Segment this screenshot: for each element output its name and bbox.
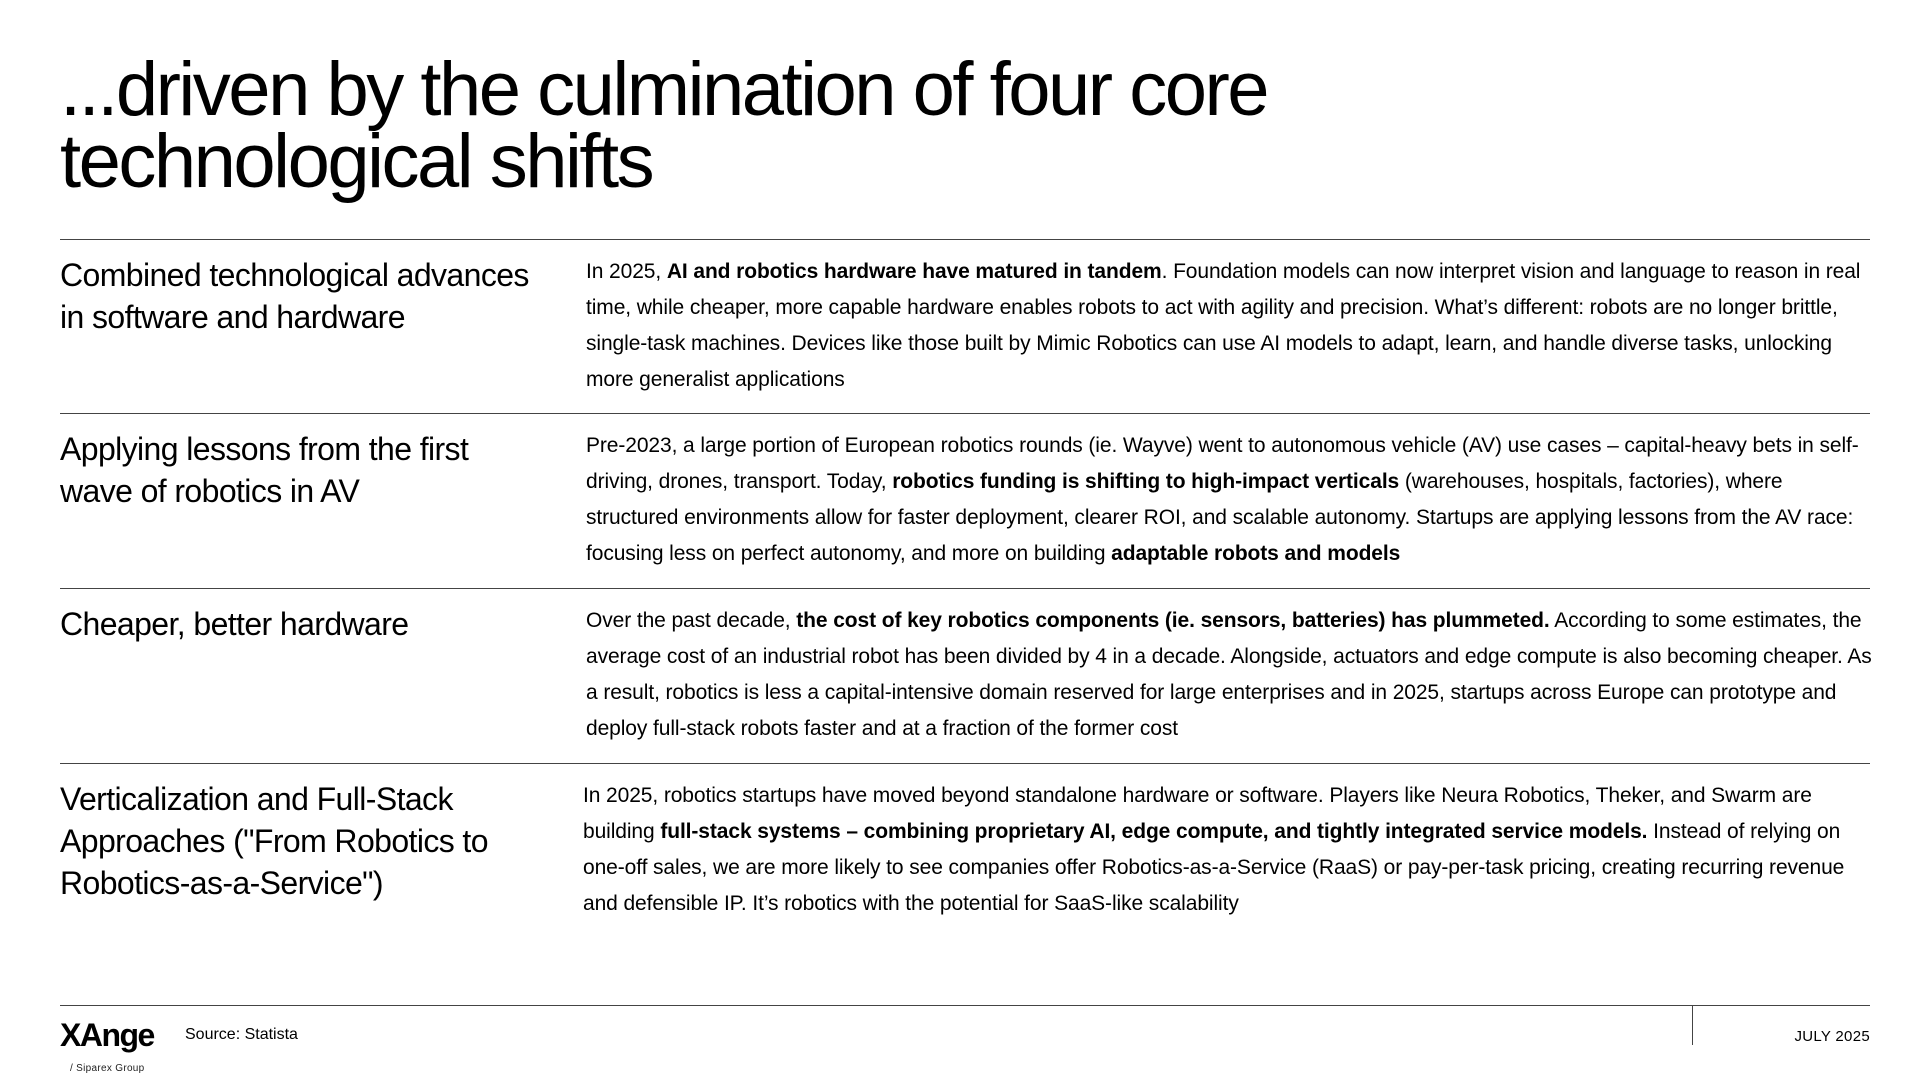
divider-top xyxy=(60,239,1870,240)
shift-heading: Verticalization and Full-Stack Approaches ("From Robotics to Robotics-as-a-Service") xyxy=(60,781,488,901)
logo-subtext: / Siparex Group xyxy=(70,1063,145,1074)
text-run: Instead of relying on one-off sales, we are more likely to see companies offer Robotics-as-a-Service (RaaS) or pay-per-task pricing, creating recurring revenue and defensible IP. It’s robotics with the potential for SaaS-like scalability xyxy=(583,820,1845,915)
footer xyxy=(0,1005,1920,1080)
text-run-bold: robotics funding is shifting to high-impact verticals xyxy=(892,470,1400,493)
shift-heading: Applying lessons from the first wave of robotics in AV xyxy=(60,431,469,509)
shift-description xyxy=(583,778,1873,922)
logo-wordmark: XAnge xyxy=(60,1017,154,1053)
slide-title xyxy=(60,47,1560,204)
text-run-bold: adaptable robots and models xyxy=(1111,542,1401,565)
text-run: According to some estimates, the average cost of an industrial robot has been divided by 4 in a decade. Alongside, actuators and edge compute is also becoming cheaper. As a result, robotics is less a capital-intensive domain reserved for large enterprises and in 2025, startups across Europe can prototype and deploy full-stack robots faster and at a fraction of the former cost xyxy=(586,609,1872,740)
text-run: Pre-2023, a large portion of European robotics rounds (ie. Wayve) went to autonomous vehicle (AV) use cases – capital-heavy bets in self-driving, drones, transport. Today, xyxy=(586,434,1859,493)
shift-description xyxy=(586,254,1876,398)
text-run: (warehouses, hospitals, factories), where structured environments allow for faster deployment, clearer ROI, and scalable autonomy. Startups are applying lessons from the AV race: focusing less on perfect autonomy, and more on building xyxy=(586,470,1854,565)
text-run-bold: AI and robotics hardware have matured in tandem xyxy=(666,260,1162,283)
text-run: In 2025, robotics startups have moved beyond standalone hardware or software. Players like Neura Robotics, Theker, and Swarm are building xyxy=(583,784,1812,843)
divider xyxy=(60,413,1870,414)
divider xyxy=(60,763,1870,764)
shift-heading: Combined technological advances in software and hardware xyxy=(60,257,529,335)
slide-title-line-1: ...driven by the culmination of four core xyxy=(60,47,1268,132)
text-run: In 2025, xyxy=(586,260,667,283)
slide-title-line-2: technological shifts xyxy=(60,119,653,204)
xange-logo xyxy=(60,1017,170,1077)
text-run: Over the past decade, xyxy=(586,609,797,632)
text-run-bold: full-stack systems – combining proprietary AI, edge compute, and tightly integrated service models. xyxy=(660,820,1648,843)
shift-description xyxy=(586,603,1876,747)
text-run-bold: the cost of key robotics components (ie. sensors, batteries) has plummeted. xyxy=(796,609,1550,632)
report-date: JULY 2025 xyxy=(1794,1028,1870,1045)
footer-divider xyxy=(1692,1005,1693,1045)
divider xyxy=(60,588,1870,589)
text-run: . Foundation models can now interpret vision and language to reason in real time, while cheaper, more capable hardware enables robots to act with agility and precision. What’s different: robots are no longer brittle, single-task machines. Devices like those built by Mimic Robotics can use AI models to adapt, learn, and handle diverse tasks, unlocking more generalist applications xyxy=(586,260,1861,391)
shift-description xyxy=(586,428,1876,572)
source-note: Source: Statista xyxy=(185,1026,298,1043)
shift-heading: Cheaper, better hardware xyxy=(60,606,409,642)
